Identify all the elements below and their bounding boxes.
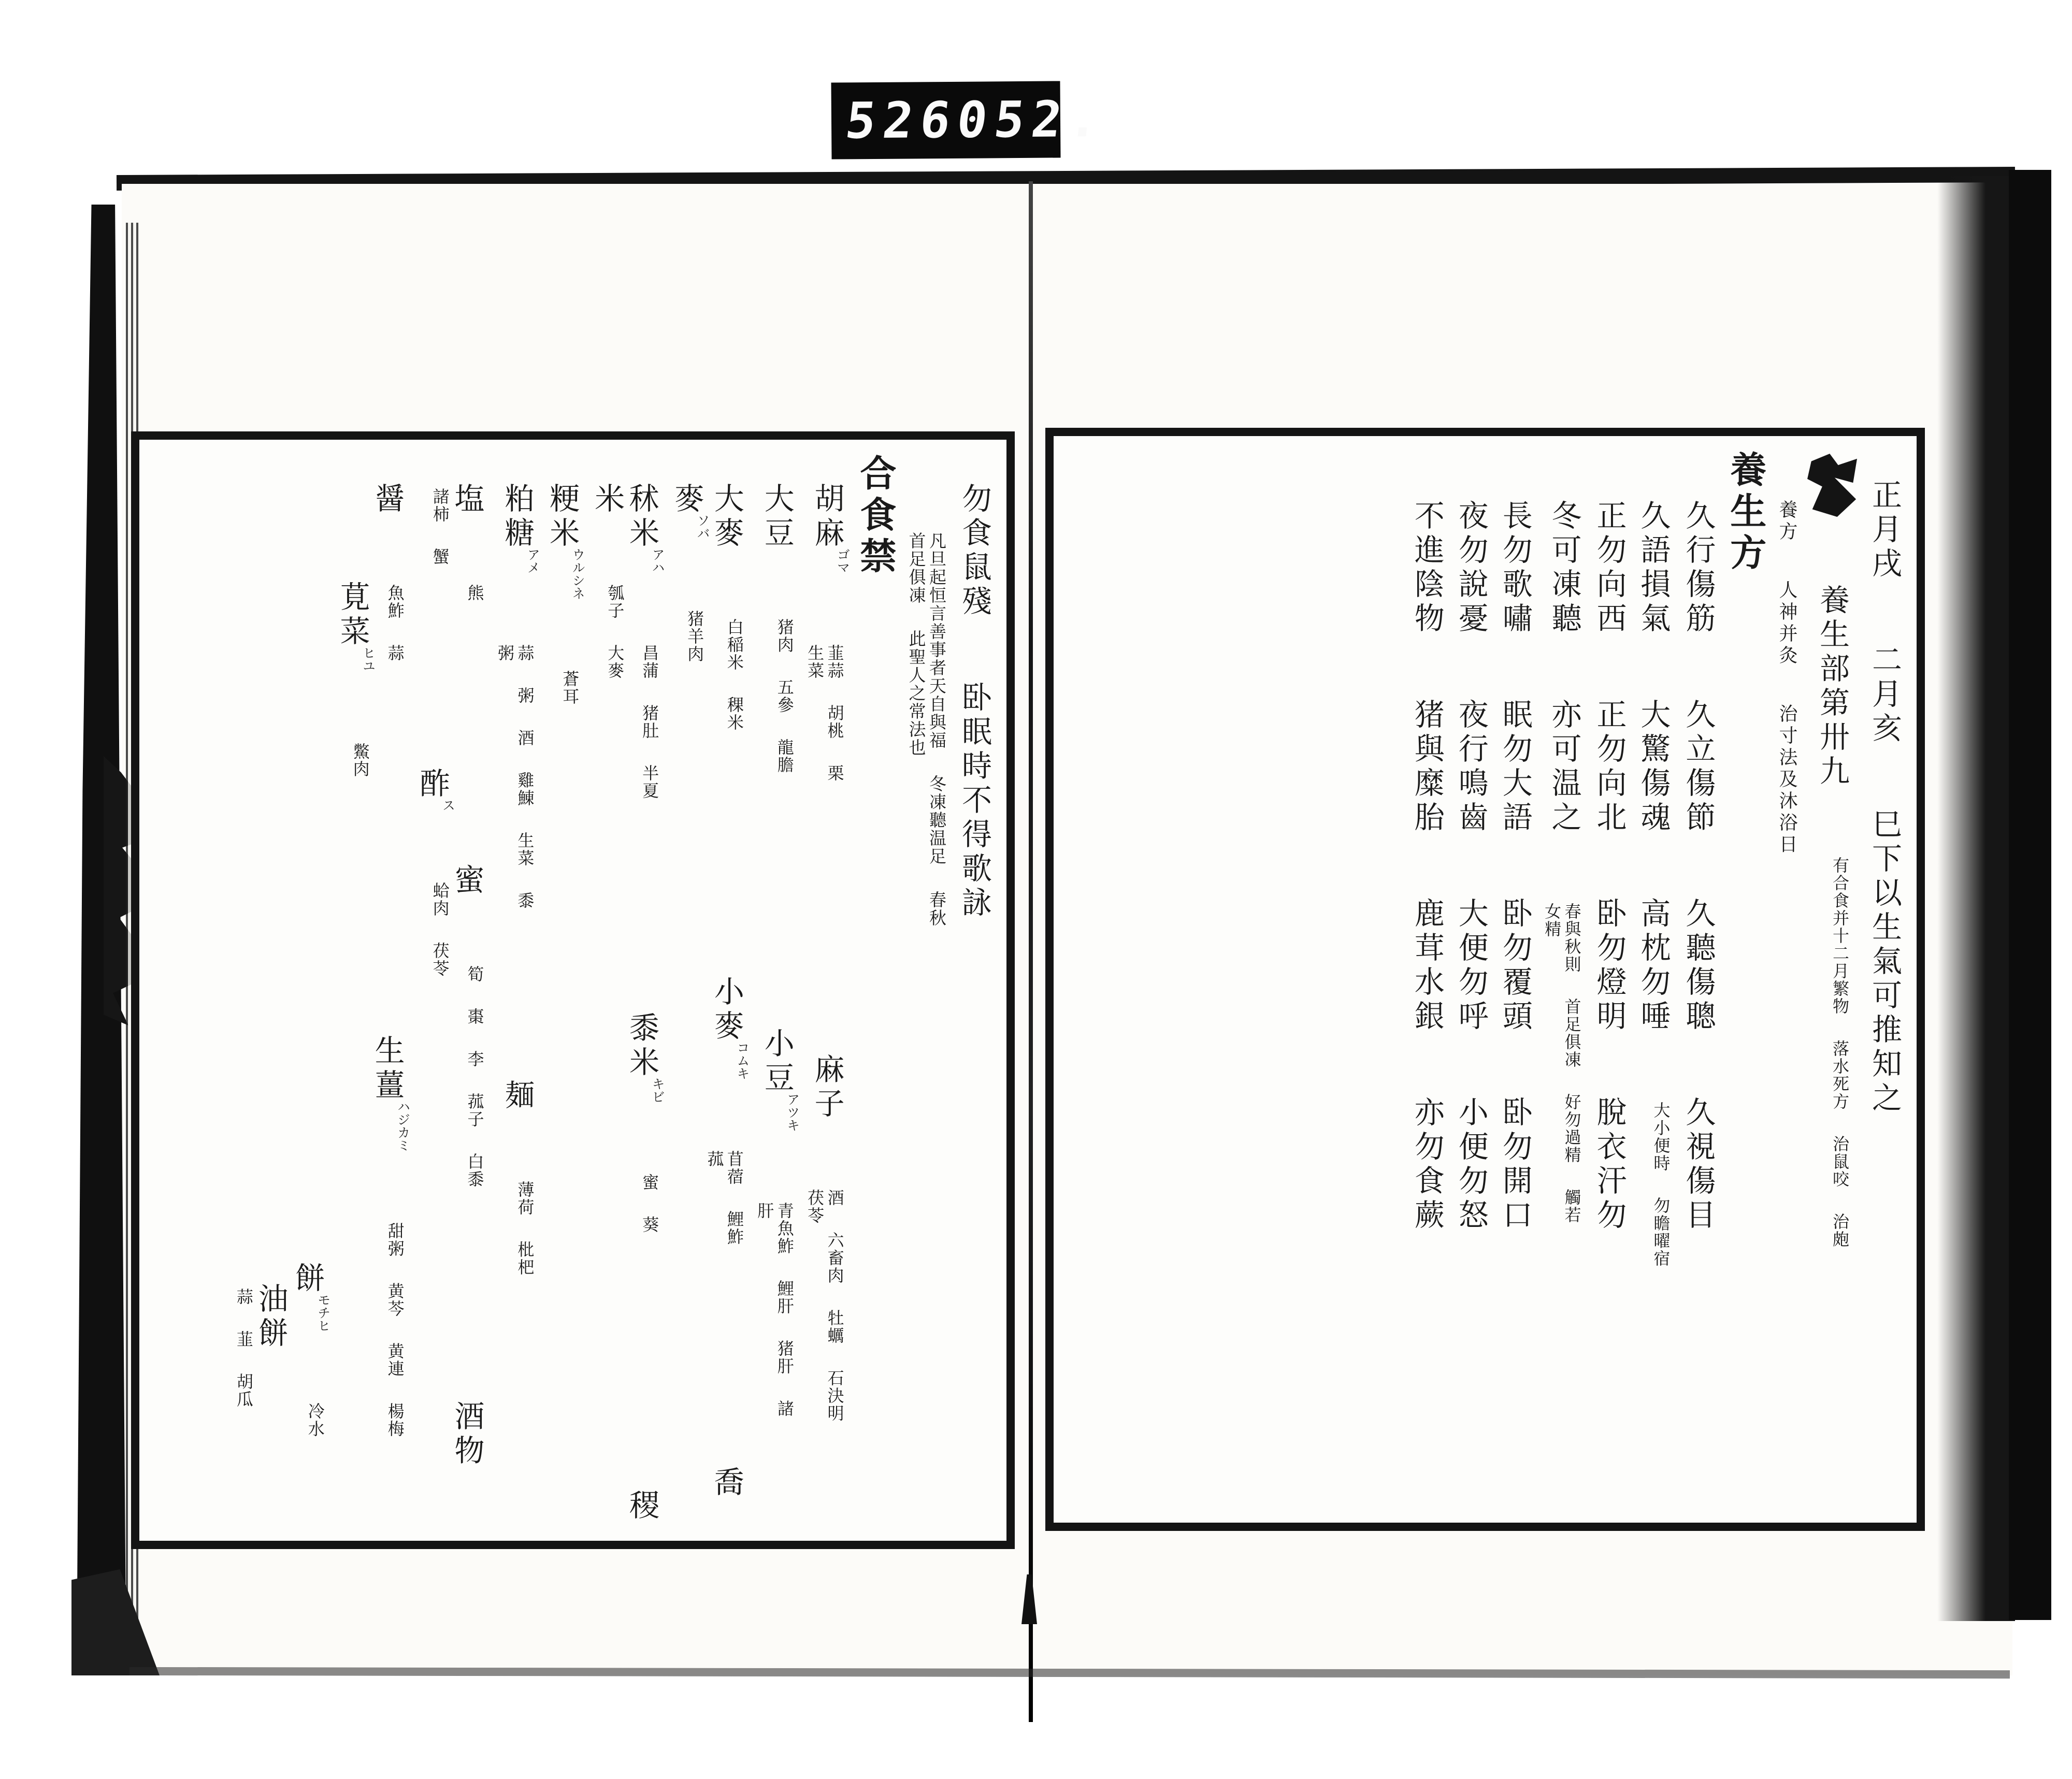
food-item-note: 酒 六畜肉 牡蠣 石決明 茯苓 [805, 1189, 845, 1422]
column-direction [1592, 451, 1625, 1508]
food-item: 酒物 [449, 1400, 485, 1469]
food-item: 麻子 [809, 1053, 845, 1122]
food-item-note: 蜜 葵 [640, 1174, 660, 1234]
food-item: 生薑 [369, 1035, 405, 1103]
spacer [516, 981, 517, 1017]
center-fold-line [1029, 181, 1033, 1722]
food-item: 餅 [290, 1262, 325, 1296]
column-night-text: 夜勿說憂 夜行鳴齒 大便勿呼 小便勿怒 [1453, 500, 1489, 1233]
food-item: 黍米 [624, 1012, 660, 1080]
food-item: 麺 [499, 1079, 535, 1113]
right-page-text [1054, 436, 1917, 1523]
food-column-mugi: 大麥 白稲米 稞米 小麥コムキ 苜蓿 鯉鮓 菰 喬麥ソバ 猪羊肉 [669, 483, 750, 1500]
column-morning-note [906, 454, 947, 1526]
right-gutter-shadow [1937, 176, 2015, 1621]
column-subtoc [1776, 451, 1797, 1508]
spacer [467, 765, 468, 802]
column-no-rat-leftovers-text: 勿食鼠殘 卧眠時不得歌詠 [957, 483, 992, 921]
column-header-yojoho [1725, 451, 1765, 1508]
section-title-text: 養生部第卅九 [1815, 584, 1850, 789]
spacer [726, 1332, 727, 1404]
food-item: 酢 [414, 768, 450, 802]
food-item-note: 蒜 粥 酒 雞鯟 生菜 黍粥 [495, 644, 535, 909]
food-item: 秫米 [624, 483, 660, 551]
column-no-rat-leftovers [957, 454, 991, 1526]
column-kyugo-note: 大小便時 勿瞻曜宿 [1651, 1102, 1671, 1267]
food-item-note: 苜蓿 鯉鮓 菰 [704, 1150, 744, 1246]
header-yojoho-text: 養生方 [1724, 451, 1767, 575]
spacer [726, 800, 727, 914]
food-item-note: 猪肉 五參 龍膽 [774, 618, 795, 774]
food-column-aburamochi [219, 454, 287, 1526]
subtoc-text: 養方 人神并灸 治寸法及沐浴日 [1776, 500, 1798, 856]
food-column-goma: 胡麻ゴマ 韮蒜 胡桃 栗 生菜 麻子 酒 六畜肉 牡蠣 石決明 茯苓 [805, 454, 845, 1526]
spacer [641, 1355, 642, 1427]
food-item-note: 昌蒲 猪肚 半夏 [640, 644, 660, 800]
food-item-note: 筍 棗 李 菰子 白黍 [465, 965, 485, 1188]
food-item-note: 薄荷 枇杷 [515, 1181, 535, 1276]
column-direction-text: 正勿向西 正勿向北 卧勿燈明 脫衣汗勿 [1591, 500, 1627, 1233]
counter-right-digits: 052. [954, 90, 1110, 149]
food-item: 蜜 [449, 864, 485, 898]
food-item-note: 蛤肉 茯苓 [430, 882, 450, 977]
food-item-note: 猪羊肉 [685, 610, 705, 663]
column-night [1454, 451, 1488, 1508]
food-item-note: 諸柿 蟹 [430, 488, 450, 566]
morning-note-text: 凡旦起恒言善事者天自與福 冬凍聽温足 春秋首足俱凍 此聖人之常法也 [906, 532, 947, 927]
food-item: 稷米 [589, 483, 660, 1524]
column-section-title [1807, 451, 1857, 1508]
food-item: 莧菜 [335, 581, 370, 649]
left-page-text [139, 440, 1006, 1541]
spacer [432, 669, 433, 705]
counter-left-digits: 526 [842, 91, 961, 150]
spacer [387, 817, 388, 973]
food-column-ame: 粕糖アメ 蒜 粥 酒 雞鯟 生菜 黍粥 麺 薄荷 枇杷 [495, 454, 535, 1526]
spacer [641, 877, 642, 950]
frame-counter [831, 81, 1110, 159]
food-item-note: 韮蒜 胡桃 栗 生菜 [805, 644, 845, 782]
column-month-rule [1867, 451, 1901, 1508]
spacer [776, 851, 778, 965]
food-column-uruchi: 粳米ウルシネ 蒼耳 [545, 454, 580, 1526]
food-item-note: 魚鮓 蒜 [385, 584, 405, 662]
food-item-note: 蒼耳 [560, 670, 580, 705]
food-item: 粳米 [544, 483, 580, 551]
food-item: 油餅 [253, 1283, 289, 1351]
column-header-goshokukin [855, 454, 895, 1526]
header-goshokukin-text: 合食禁 [854, 454, 897, 578]
spacer [467, 1302, 468, 1338]
section-title-note: 有合食并十二月繁物 落水死方 治鼠咬 治皰 [1830, 857, 1850, 1248]
food-item-note: 白稲米 稞米 [724, 618, 744, 731]
food-column-shio: 塩 熊 蜜 筍 棗 李 菰子 白黍 酒物 諸柿 蟹 酢ス 蛤肉 茯苓 [414, 483, 485, 1469]
food-item: 大豆 [759, 483, 795, 551]
column-kyuko [1681, 451, 1715, 1508]
spacer [826, 877, 827, 991]
spacer [352, 483, 353, 519]
food-item-note: 冷水 [305, 1402, 325, 1438]
column-winter-note: 春與秋則 首足俱凍 好勿過精 觸若女精 [1542, 903, 1582, 1224]
food-column-hishio: 醤 魚鮓 蒜 生薑ハジカミ 甜粥 黄芩 黄連 楊梅 莧菜ヒユ 鱉肉 [336, 454, 405, 1526]
column-kyugo [1636, 451, 1671, 1508]
food-column-mochi: 餅モチヒ 冷水 [291, 454, 325, 1526]
column-sleep [1498, 451, 1532, 1508]
column-winter-text: 冬可凍聽 亦可温之 [1546, 500, 1582, 835]
food-item: 粕糖 [499, 483, 535, 551]
ink-blot-mark [1807, 454, 1857, 517]
right-binding-edge [2009, 170, 2051, 1620]
food-item-note: 鱉肉 [350, 743, 370, 778]
food-column-awa: 秫米アハ 昌蒲 猪肚 半夏 黍米キビ 蜜 葵 稷米 瓠子 大麥 [589, 483, 666, 1524]
column-kyuko-text: 久行傷筋 久立傷節 久聽傷聰 久視傷目 [1680, 500, 1716, 1233]
food-item: 小麥 [709, 976, 744, 1044]
column-sleep-text: 長勿歌嘯 眠勿大語 卧勿覆頭 卧勿開口 [1497, 500, 1533, 1233]
food-item-note: 瓠子 大麥 [605, 584, 625, 679]
food-item: 胡麻 [809, 483, 845, 551]
food-item-note: 甜粥 黄芩 黄連 楊梅 [385, 1222, 405, 1438]
right-page-frame [1045, 428, 1925, 1531]
food-item-note: 熊 [465, 584, 485, 602]
column-winter [1542, 451, 1582, 1508]
food-item: 醤 [369, 483, 405, 517]
column-forbidden-foods-text: 不進陰物 猪與糜胎 鹿茸水銀 亦勿食蕨 [1409, 500, 1445, 1233]
left-page-frame [131, 431, 1015, 1549]
food-item: 塩 [449, 483, 485, 517]
food-item: 喬麥 [669, 483, 744, 1500]
food-item: 大麥 [709, 483, 744, 551]
column-kyugo-text: 久語損氣 大驚傷魂 高枕勿唾 [1635, 500, 1671, 1034]
food-item: 小豆 [759, 1028, 795, 1096]
food-column-daizu: 大豆 猪肉 五參 龍膽 小豆アツキ 青魚鮓 鯉肝 猪肝 諸肝 [755, 454, 795, 1526]
food-item-note: 青魚鮓 鯉肝 猪肝 諸肝 [755, 1202, 795, 1418]
column-month-rule-text: 正月戌 二月亥 巳下以生氣可推知之 [1867, 479, 1902, 1116]
food-item-note: 蒜 韮 胡瓜 [234, 1288, 254, 1408]
column-forbidden-foods [1410, 451, 1444, 1508]
